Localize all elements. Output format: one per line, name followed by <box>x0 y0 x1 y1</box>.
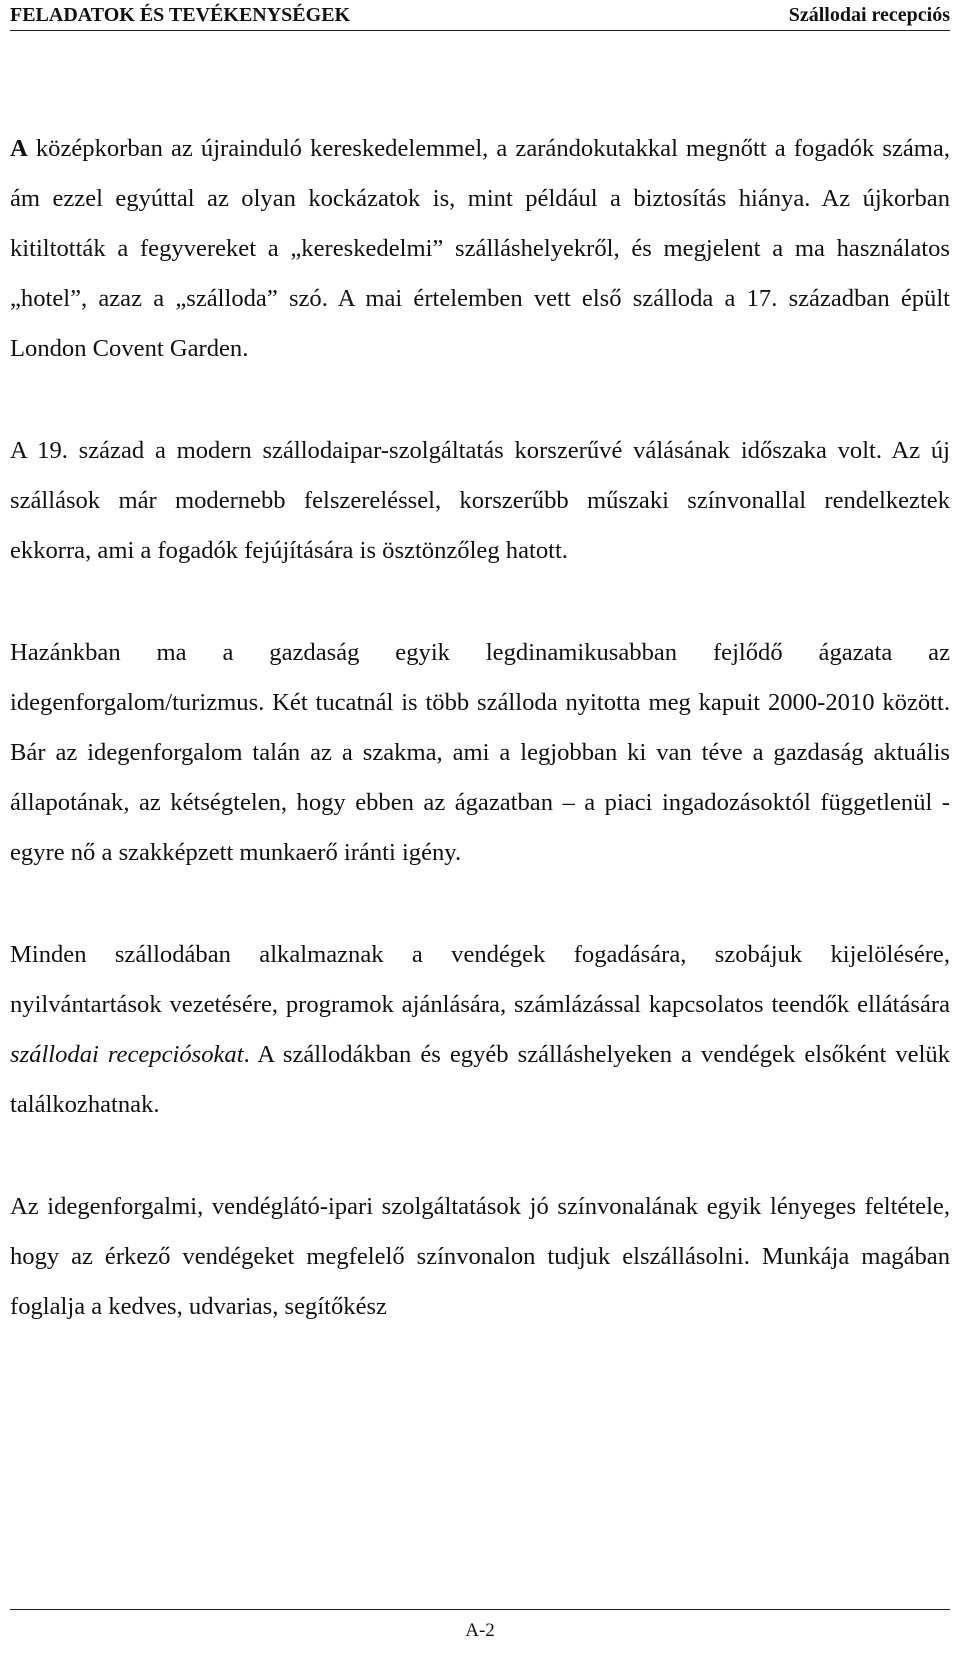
footer-divider <box>10 1609 950 1610</box>
paragraph-2: A 19. század a modern szállodaipar-szolgáltatás korszerűvé válásának időszaka volt. Az új szállások már modernebb felszereléssel, korszerűbb műszaki színvonallal rendelkeztek ekkorra, ami a fogadók fejújítására is ösztönzőleg hatott. <box>10 437 950 564</box>
page-number: A-2 <box>465 1620 495 1641</box>
paragraph-1 <box>10 124 950 374</box>
header-chapter-title: Szállodai recepciós <box>788 4 950 26</box>
paragraph-4-emphasis: szállodai recepciósokat <box>10 1041 244 1068</box>
header-section-title: FELADATOK ÉS TEVÉKENYSÉGEK <box>10 4 351 26</box>
body-text <box>10 124 950 1332</box>
paragraph-5: Az idegenforgalmi, vendéglátó-ipari szolgáltatások jó színvonalának egyik lényeges feltétele, hogy az érkező vendégeket megfelelő színvonalon tudjuk elszállásolni. Munkája magában foglalja a kedves, udvarias, segítőkész <box>10 1193 950 1320</box>
paragraph-1-text: középkorban az újrainduló kereskedelemmel, a zarándokutakkal megnőtt a fogadók száma, ám ezzel egyúttal az olyan kockázatok is, mint például a biztosítás hiánya. Az újkorban kitiltották a fegyvereket a „kereskedelmi” szálláshelyekről, és megjelent a ma használatos „hotel”, azaz a „szálloda” szó. A mai értelemben vett első szálloda a 17. században épült London Covent Garden. <box>10 135 950 362</box>
paragraph-4 <box>10 930 950 1130</box>
paragraph-3: Hazánkban ma a gazdaság egyik legdinamikusabban fejlődő ágazata az idegenforgalom/turizmus. Két tucatnál is több szálloda nyitotta meg kapuit 2000-2010 között. Bár az idegenforgalom talán az a szakma, ami a legjobban ki van téve a gazdaság aktuális állapotának, az kétségtelen, hogy ebben az ágazatban – a piaci ingadozásoktól függetlenül - egyre nő a szakképzett munkaerő iránti igény. <box>10 639 950 866</box>
running-header <box>10 0 950 31</box>
paragraph-4-text-after: . A szállodákban és egyéb szálláshelyeken a vendégek elsőként velük találkozhatnak. <box>10 1041 950 1118</box>
paragraph-4-text-before: Minden szállodában alkalmaznak a vendégek fogadására, szobájuk kijelölésére, nyilvántartások vezetésére, programok ajánlására, számlázással kapcsolatos teendők ellátására <box>10 941 950 1018</box>
paragraph-1-lead-letter: A <box>10 135 28 162</box>
